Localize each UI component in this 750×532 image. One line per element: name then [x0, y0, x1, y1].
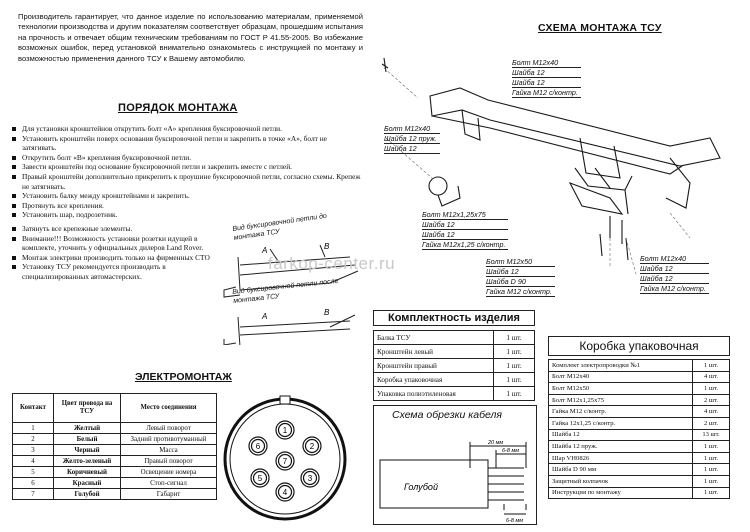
- table-row: Кронштейн правый 1 шт.: [374, 359, 535, 373]
- pin-label: 1: [282, 426, 288, 435]
- callout-lower: Болт М12х50 Шайба 12 Шайба D 90 Гайка М12 с/контр.: [486, 257, 555, 297]
- kit-table: [373, 330, 535, 401]
- loop-after-note: Вид буксировочной петли после монтажа ТСУ: [232, 277, 339, 305]
- kit-title: Комплектность изделия: [373, 310, 535, 326]
- box-title: Коробка упаковочная: [548, 336, 730, 356]
- step-item: Установку ТСУ рекомендуется производить в специализированных автомастерских.: [12, 262, 212, 281]
- step-item: Установить балку между кронштейнами и закрепить.: [12, 191, 212, 201]
- table-row: Шайба D 90 мм 1 шт.: [549, 464, 730, 476]
- callout-top: Болт М12х40 Шайба 12 Шайба 12 Гайка М12 с/контр.: [512, 58, 581, 98]
- step-item: Правый кронштейн дополнительно прикрепить к проушине буксировочной петли, согласно схемы. Крепеж не затягивать.: [12, 172, 362, 191]
- table-row: Балка ТСУ 1 шт.: [374, 331, 535, 345]
- wiring-header: Цвет провода на ТСУ: [54, 394, 121, 423]
- step-item: Установить кронштейн поверх основания буксировочной петли и закрепить в точке «А», болт не затягивать.: [12, 134, 362, 153]
- table-row: Защитный колпачок 1 шт.: [549, 475, 730, 487]
- pin-label: 3: [307, 474, 313, 483]
- cable-cut-title: Схема обрезки кабеля: [392, 409, 503, 421]
- table-row: Гайка М12 с/контр. 4 шт.: [549, 406, 730, 418]
- socket-pin-diagram: [220, 394, 350, 524]
- cable-cut-scheme: [373, 405, 537, 525]
- box-section: [548, 336, 730, 499]
- step-item: Открутить болт «В» крепления буксировочной петли.: [12, 153, 362, 163]
- watermark: farkop-center.ru: [268, 254, 396, 273]
- step-item: Внимание!!! Возможность установки розетки идущей в комплекте, уточнить у официальных дилеров Land Rover.: [12, 234, 212, 253]
- step-item: Затянуть все крепежные элементы.: [12, 224, 212, 234]
- step-item: Для установки кронштейнов открутить болт «А» крепления буксировочной петли.: [12, 124, 362, 134]
- warranty-paragraph: Производитель гарантирует, что данное изделие по использованию материалам, применяемой технологии производства и другим показателям соответствует образцам, прошедшим испытания на прочность и отвечает общим техническим требованиям по ГОСТ Р 41.55-2005. Во избежание возможных ошибок, перед установкой внимательно ознакомьтесь с инструкцией по монтажу и возможностью применения данного ТСУ к Вашему автомобилю.: [18, 12, 363, 63]
- table-row: 2 Белый Задний противотуманный: [13, 434, 217, 445]
- table-row: Комплект электропроводки №1 1 шт.: [549, 360, 730, 372]
- step-item: Завести кронштейн под основание буксировочной петли и закрепить вместе с петлей.: [12, 162, 362, 172]
- step-item: Протянуть все крепления.: [12, 201, 212, 211]
- table-row: Шар VH0826 1 шт.: [549, 452, 730, 464]
- table-row: 6 Красный Стоп-сигнал: [13, 478, 217, 489]
- table-row: 5 Коричневый Освещение номера: [13, 467, 217, 478]
- table-row: 7 Голубой Габарит: [13, 489, 217, 500]
- table-row: 3 Черный Масса: [13, 445, 217, 456]
- kit-section: [373, 310, 535, 401]
- table-row: Коробка упаковочная 1 шт.: [374, 373, 535, 387]
- dimension-label: 6-8 мм: [506, 518, 524, 524]
- pin-label: 6: [255, 442, 261, 451]
- wiring-header: Контакт: [13, 394, 54, 423]
- callout-left: Болт М12х40 Шайба 12 пруж. Шайба 12: [384, 124, 440, 154]
- table-row: Шайба 12 пруж. 1 шт.: [549, 441, 730, 453]
- dimension-label: 20 мм: [488, 440, 504, 446]
- step-item: Установить шар, подрозетник.: [12, 210, 212, 220]
- point-a-label: А: [262, 312, 268, 321]
- table-row: Шайба 12 13 шт.: [549, 429, 730, 441]
- point-b-label: В: [324, 308, 330, 317]
- table-row: 4 Желто-зеленый Правый поворот: [13, 456, 217, 467]
- callout-right: Болт М12х40 Шайба 12 Шайба 12 Гайка М12 с/контр.: [640, 254, 709, 294]
- loop-before-note: Вид буксировочной петли до монтажа ТСУ: [232, 212, 328, 242]
- table-row: Болт М12х50 1 шт.: [549, 383, 730, 395]
- pin-label: 4: [282, 488, 288, 497]
- dimension-label: 6-8 мм: [502, 448, 520, 454]
- table-row: 1 Желтый Левый поворот: [13, 423, 217, 434]
- table-row: Кронштейн левый 1 шт.: [374, 345, 535, 359]
- wiring-header: Место соединения: [121, 394, 217, 423]
- installation-order-title: ПОРЯДОК МОНТАЖА: [118, 102, 238, 114]
- box-table: [548, 359, 730, 499]
- table-row: Инструкция по монтажу 1 шт.: [549, 487, 730, 499]
- tow-loop-sketch: [200, 235, 370, 345]
- electrical-title: ЭЛЕКТРОМОНТАЖ: [135, 371, 232, 383]
- point-b-label: В: [324, 242, 330, 251]
- point-a-label: А: [262, 246, 268, 255]
- table-row: Болт М12х1,25х75 2 шт.: [549, 394, 730, 406]
- pin-label: 5: [257, 474, 263, 483]
- table-row: Болт М12х40 4 шт.: [549, 371, 730, 383]
- pin-label: 7: [282, 457, 288, 466]
- scheme-title: СХЕМА МОНТАЖА ТСУ: [538, 22, 662, 34]
- cable-wire-label: Голубой: [404, 482, 438, 492]
- callout-mid: Болт М12х1,25х75 Шайба 12 Шайба 12 Гайка М12х1,25 с/контр.: [422, 210, 508, 250]
- step-item: Монтаж электрики производить только на фирменных СТО: [12, 253, 212, 263]
- table-row: Гайка 12х1,25 с/контр. 2 шт.: [549, 417, 730, 429]
- wiring-table: [12, 393, 217, 500]
- pin-label: 2: [309, 442, 315, 451]
- cable-drawing: [374, 424, 536, 524]
- table-row: Упаковка полиэтиленовая 1 шт.: [374, 387, 535, 401]
